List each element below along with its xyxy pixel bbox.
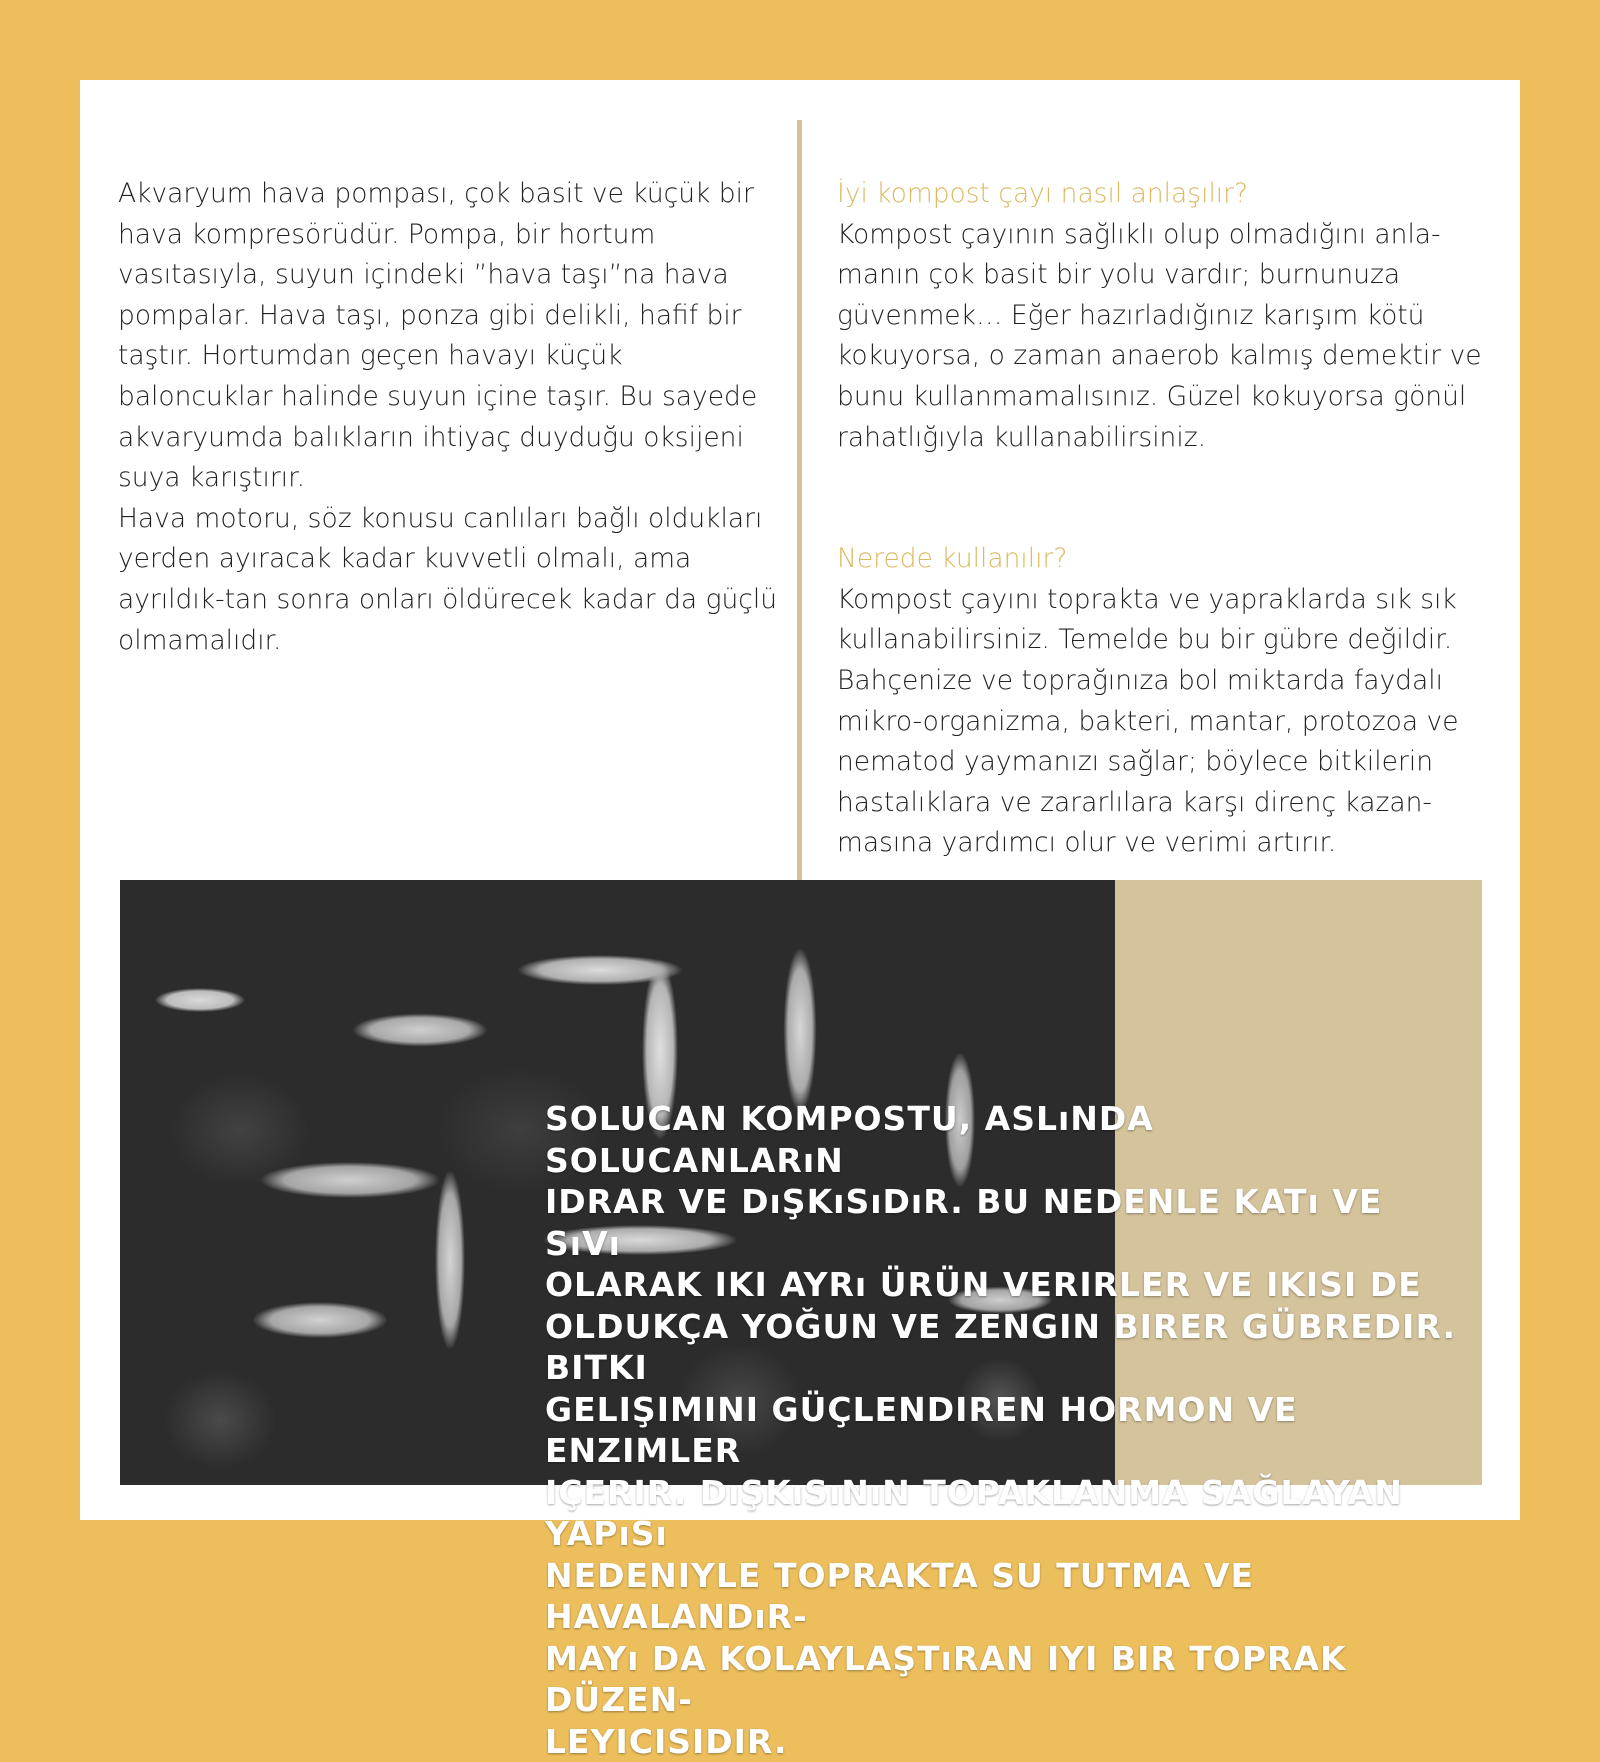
right-column xyxy=(837,174,1497,864)
section-body-compost-tea-quality: Kompost çayının sağlıklı olup olmadığını anla-manın çok basit bir yolu vardır; burnunuza güvenmek… Eğer hazırladığınız karışım kötü kokuyorsa, o zaman anaerob kalmış demektir ve bunu kullanmamalısınız. Güzel kokuyorsa gönül rahatlığıyla kullanabilirsiniz. xyxy=(837,218,1482,453)
section-heading-usage: Nerede kullanılır? xyxy=(837,543,1068,575)
section-spacer xyxy=(837,458,1497,539)
section-heading-compost-tea-quality: İyi kompost çayı nasıl anlaşılır? xyxy=(837,178,1249,209)
column-divider xyxy=(797,120,802,960)
left-column xyxy=(118,174,783,661)
left-paragraph-2: Hava motoru, söz konusu canlıları bağlı oldukları yerden ayıracak kadar kuvvetli olmalı, ama ayrıldık-tan sonra onları öldürecek kadar da güçlü olmamalıdır. xyxy=(118,502,778,656)
figure-caption: SOLUCAN KOMPOSTU, ASLıNDA SOLUCANLARıN IDRAR VE DıŞKıSıDıR. BU NEDENLE KATı VE SıVı OLARAK IKI AYRı ÜRÜN VERIRLER VE IKISI DE OLDUKÇA YOĞUN VE ZENGIN BIRER GÜBREDIR. BITKI GELIŞIMINI GÜÇLENDIREN HORMON VE ENZIMLER IÇERIR. DıŞKıSıNıN TOPAKLANMA SAĞLAYAN YAPıSı NEDENIYLE TOPRAKTA SU TUTMA VE HAVALANDıR- MAYı DA KOLAYLAŞTıRAN IYI BIR TOPRAK DÜZEN- LEYICISIDIR. xyxy=(545,1099,1457,1761)
section-body-usage: Kompost çayını toprakta ve yapraklarda sık sık kullanabilirsiniz. Temelde bu bir gübre değildir. Bahçenize ve toprağınıza bol miktarda faydalı mikro-organizma, bakteri, mantar, protozoa ve nematod yaymanızı sağlar; böylece bitkilerin hastalıklara ve zararlılara karşı direnç kazan-masına yardımcı olur ve verimi artırır. xyxy=(837,583,1459,859)
page-sheet xyxy=(80,80,1520,1761)
left-paragraph-1: Akvaryum hava pompası, çok basit ve küçük bir hava kompresörüdür. Pompa, bir hortum vasıtasıyla, suyun içindeki ”hava taşı”na hava pompalar. Hava taşı, ponza gibi delikli, hafif bir taştır. Hortumdan geçen havayı küçük baloncuklar halinde suyun içine taşır. Bu sayede akvaryumda balıkların ihtiyaç duyduğu oksijeni suya karıştırır. xyxy=(118,178,758,494)
worm-compost-figure xyxy=(120,880,1482,1761)
